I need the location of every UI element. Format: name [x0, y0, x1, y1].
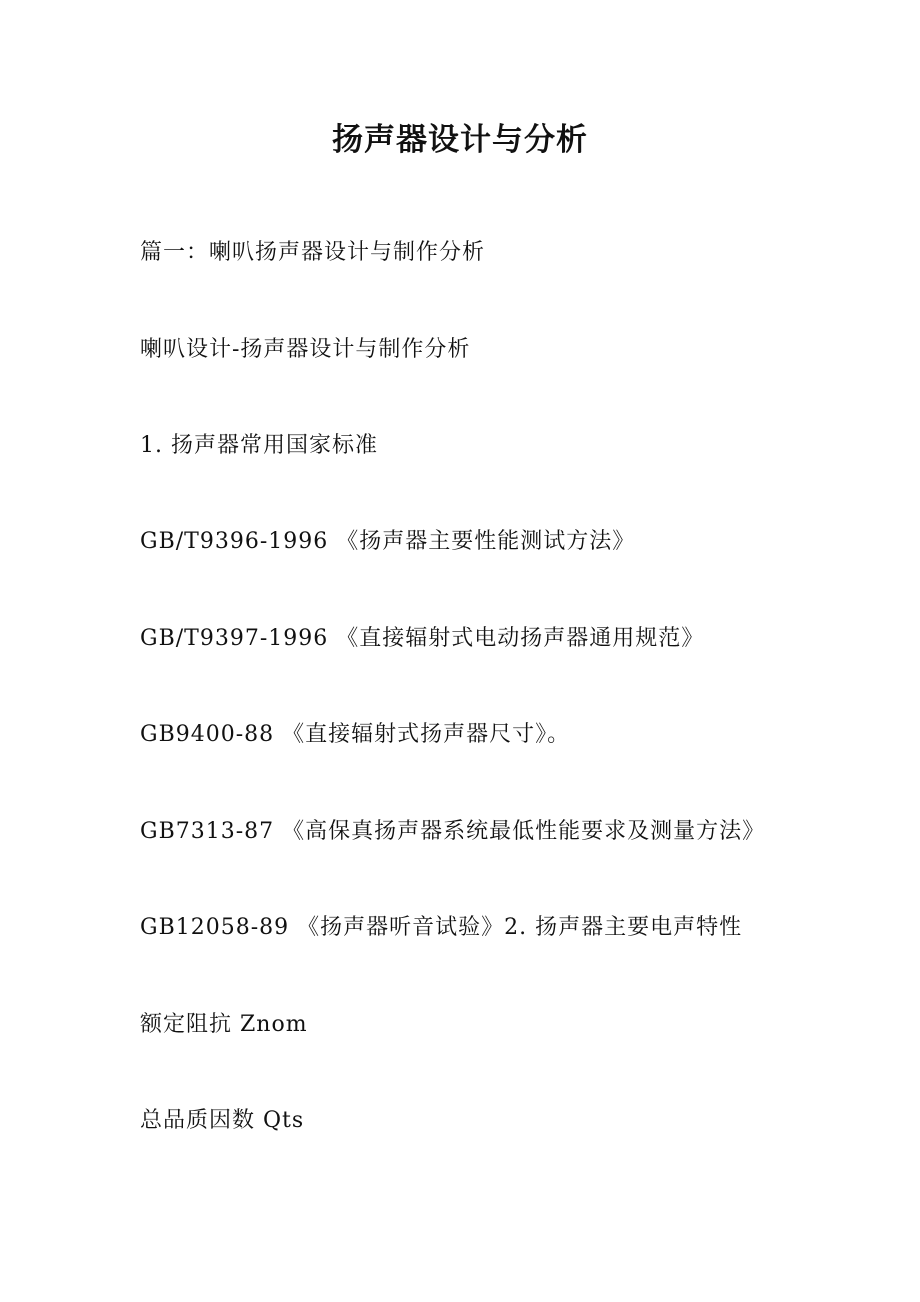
text-line-standard-gb7313: GB7313-87 《高保真扬声器系统最低性能要求及测量方法》 — [140, 819, 766, 844]
text-line-total-quality-factor: 总品质因数 Qts — [140, 1108, 305, 1133]
document-title: 扬声器设计与分析 — [332, 122, 588, 158]
text-line-heading-part-one: 篇一：喇叭扬声器设计与制作分析 — [140, 240, 486, 265]
text-line-subtitle: 喇叭设计-扬声器设计与制作分析 — [140, 337, 471, 362]
text-line-standard-gb9400: GB9400-88 《直接辐射式扬声器尺寸》。 — [140, 722, 571, 747]
text-line-section-standards: 1. 扬声器常用国家标准 — [140, 433, 378, 458]
text-line-standard-gbt9397: GB/T9397-1996 《直接辐射式电动扬声器通用规范》 — [140, 626, 705, 651]
text-line-standard-gbt9396: GB/T9396-1996 《扬声器主要性能测试方法》 — [140, 529, 636, 554]
text-line-rated-impedance: 额定阻抗 Znom — [140, 1012, 308, 1037]
text-line-standard-gb12058: GB12058-89 《扬声器听音试验》2. 扬声器主要电声特性 — [140, 915, 743, 940]
